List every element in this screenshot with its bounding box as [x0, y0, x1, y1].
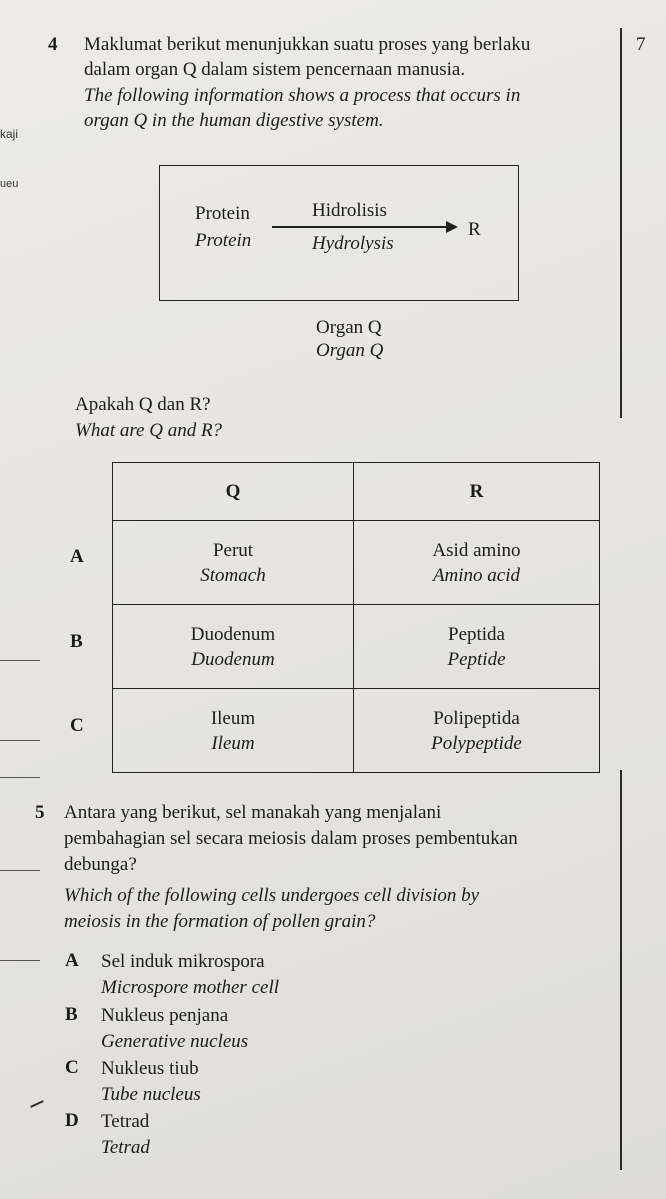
prompt-english: What are Q and R? [75, 420, 223, 441]
cell-q-english: Duodenum [191, 648, 275, 670]
arrow-icon [272, 226, 448, 228]
header-r: R [354, 463, 600, 521]
cell-r-malay: Peptida [448, 623, 505, 645]
cell-r [354, 689, 600, 773]
question-text-english: Which of the following cells undergoes cell division by [64, 885, 480, 906]
question-number: 4 [48, 34, 58, 55]
arrow-head-icon [446, 221, 458, 233]
option-letter-c[interactable]: C [70, 715, 84, 736]
option-letter-a[interactable]: A [65, 950, 79, 971]
table-header-row [113, 463, 600, 521]
option-text-malay[interactable]: Nukleus penjana [101, 1005, 229, 1026]
table-row[interactable] [113, 689, 600, 773]
cell-q [113, 605, 354, 689]
margin-stroke [0, 870, 40, 871]
cell-r-english: Peptide [447, 648, 506, 670]
option-text-english[interactable]: Tube nucleus [101, 1084, 201, 1105]
option-letter-b[interactable]: B [70, 631, 83, 652]
question-text-malay: Antara yang berikut, sel manakah yang menjalani [64, 802, 442, 823]
cell-q-malay: Duodenum [190, 623, 276, 645]
cell-r [354, 605, 600, 689]
margin-stroke [0, 660, 40, 661]
option-letter-b[interactable]: B [65, 1004, 78, 1025]
cell-q-english: Ileum [211, 732, 255, 754]
margin-fragment: kaji [0, 127, 19, 141]
cell-q [113, 689, 354, 773]
cell-q-malay: Perut [212, 539, 254, 561]
header-q: Q [113, 463, 354, 521]
option-text-english[interactable]: Tetrad [101, 1137, 150, 1158]
question-text-malay: pembahagian sel secara meiosis dalam proses pembentukan [64, 828, 518, 849]
question-text-malay: dalam organ Q dalam sistem pencernaan manusia. [84, 59, 466, 80]
organ-label: Organ Q [316, 317, 382, 338]
question-text-english: The following information shows a process that occurs in [84, 85, 521, 106]
right-margin-rule [620, 28, 622, 418]
prompt-malay: Apakah Q dan R? [75, 394, 211, 415]
question-text-english: organ Q in the human digestive system. [84, 110, 384, 131]
option-letter-c[interactable]: C [65, 1057, 79, 1078]
margin-stroke [30, 1100, 44, 1108]
process-label-english: Hydrolysis [312, 233, 394, 254]
right-margin-rule [620, 770, 622, 1170]
answer-table [112, 462, 600, 773]
table-row[interactable] [113, 521, 600, 605]
question-text-malay: Maklumat berikut menunjukkan suatu proses yang berlaku [84, 34, 531, 55]
cell-r-english: Amino acid [432, 564, 521, 586]
cell-q-english: Stomach [200, 564, 266, 586]
cell-r-malay: Polipeptida [433, 707, 520, 729]
question-text-malay: debunga? [64, 854, 137, 875]
substrate-label-english: Protein [195, 230, 252, 251]
option-letter-d[interactable]: D [65, 1110, 79, 1131]
question-text-english: meiosis in the formation of pollen grain? [64, 911, 376, 932]
cell-q [113, 521, 354, 605]
process-label: Hidrolisis [312, 200, 387, 221]
organ-label-english: Organ Q [316, 340, 384, 361]
option-text-malay[interactable]: Tetrad [101, 1111, 150, 1132]
cell-q-malay: Ileum [210, 707, 256, 729]
cell-r [354, 521, 600, 605]
substrate-label: Protein [195, 203, 250, 224]
cell-r-english: Polypeptide [431, 732, 522, 754]
option-letter-a[interactable]: A [70, 546, 84, 567]
margin-fragment: ueu [0, 178, 19, 190]
option-text-english[interactable]: Microspore mother cell [101, 977, 279, 998]
question-number: 5 [35, 802, 45, 823]
option-text-malay[interactable]: Sel induk mikrospora [101, 951, 265, 972]
option-text-english[interactable]: Generative nucleus [101, 1031, 249, 1052]
cell-r-malay: Asid amino [432, 539, 521, 561]
marks-label: 7 [636, 34, 646, 55]
table-row[interactable] [113, 605, 600, 689]
margin-stroke [0, 777, 40, 778]
margin-stroke [0, 960, 40, 961]
product-label: R [468, 219, 481, 240]
margin-stroke [0, 740, 40, 741]
option-text-malay[interactable]: Nukleus tiub [101, 1058, 199, 1079]
